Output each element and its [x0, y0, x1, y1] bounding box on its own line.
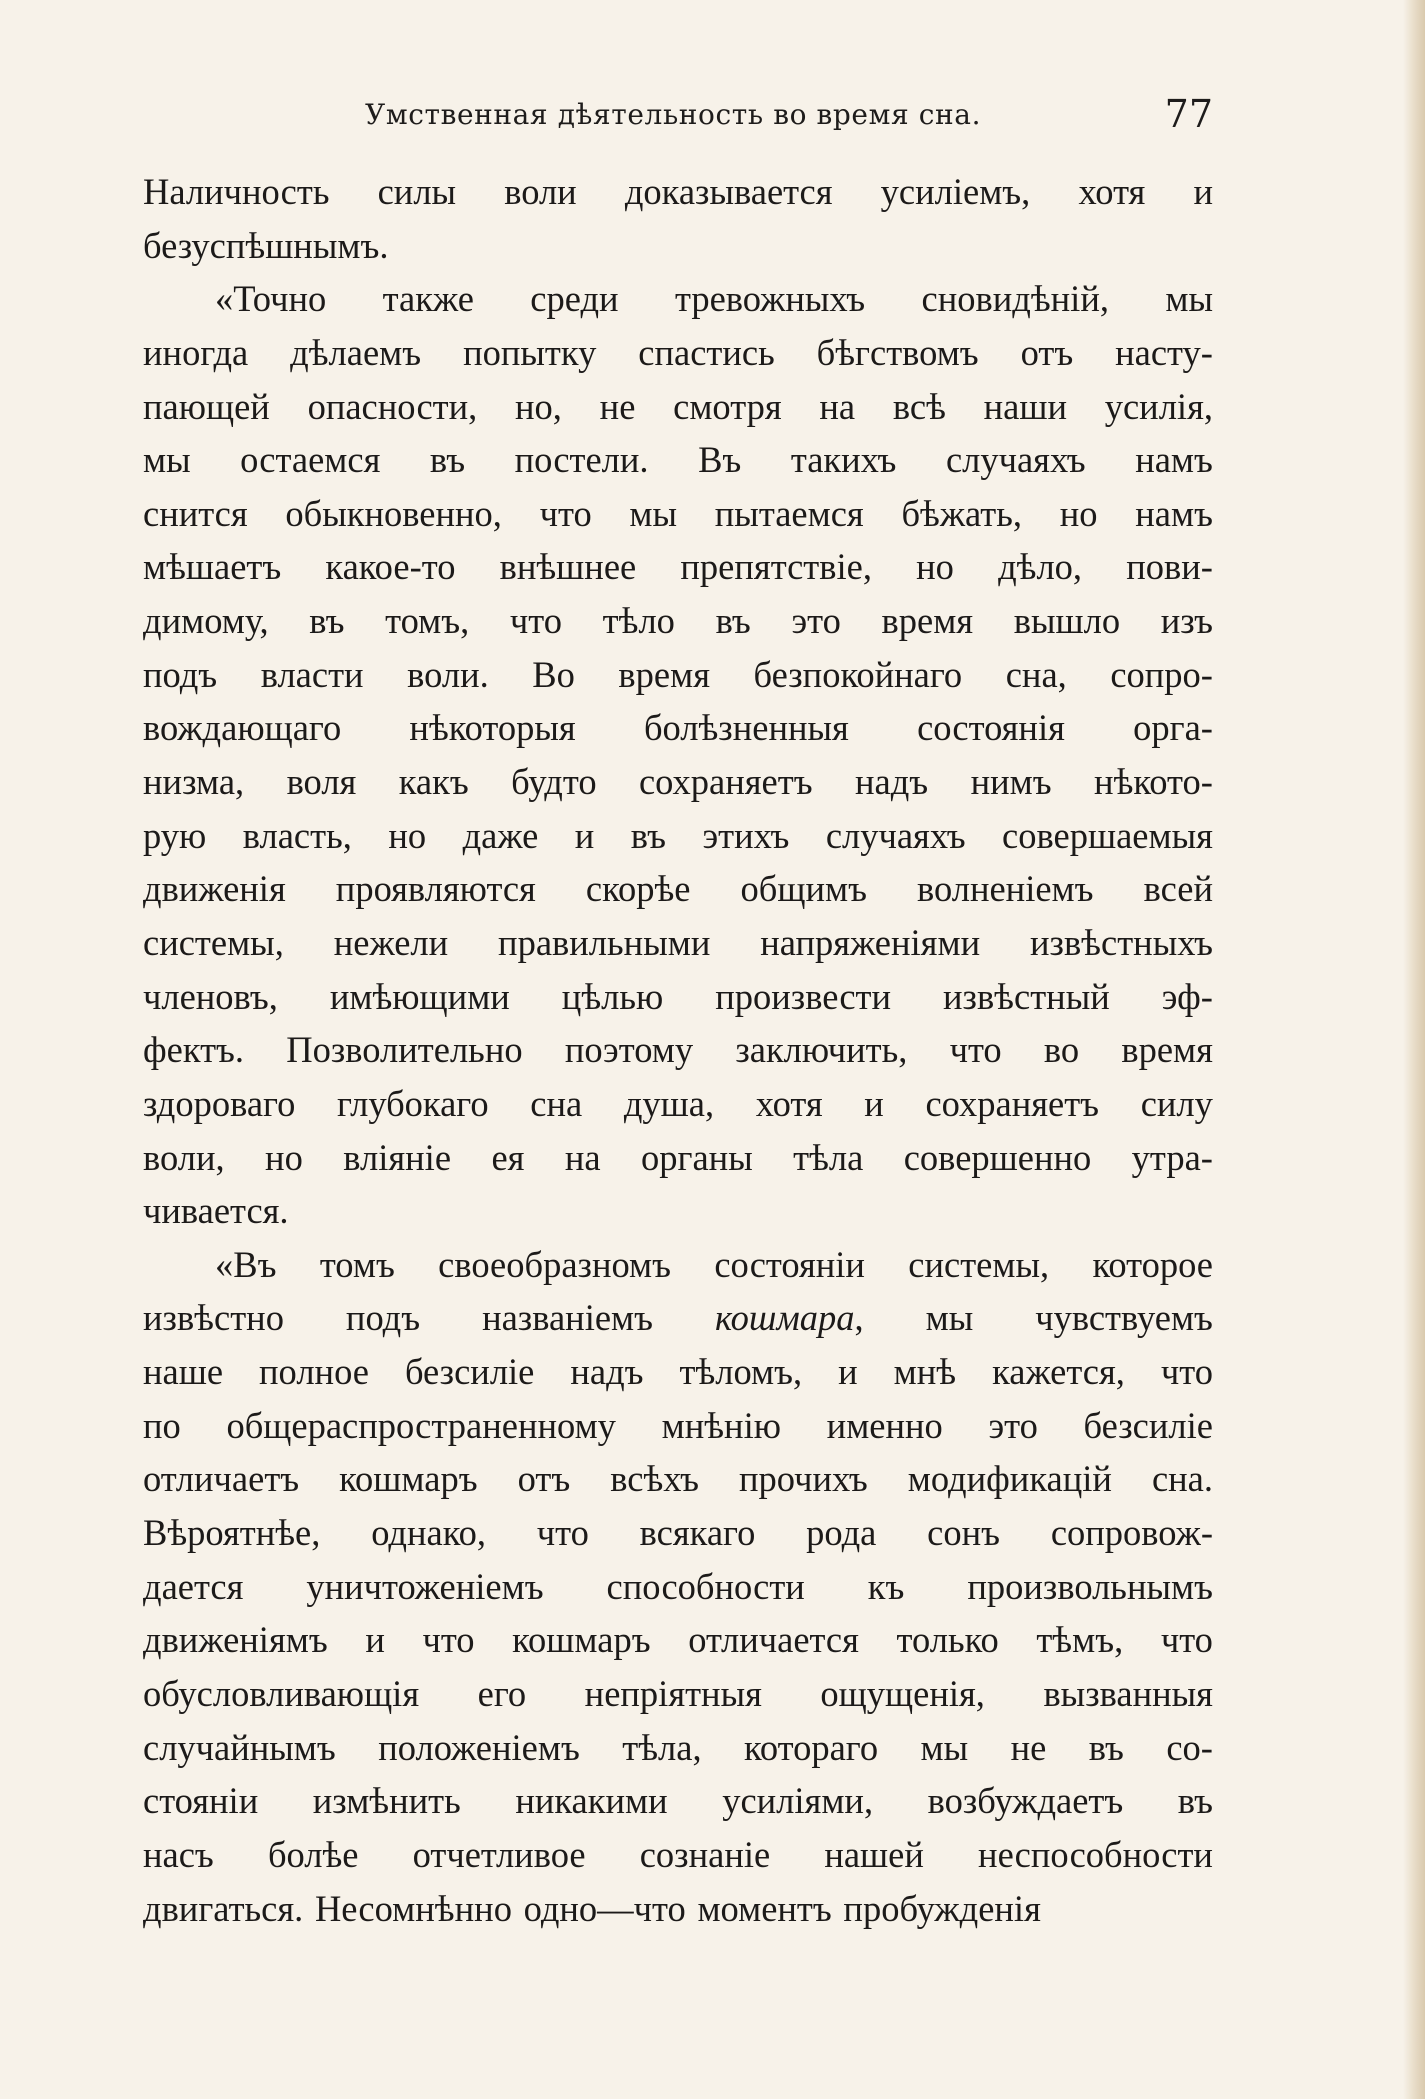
- text-line: низма, воля какъ будто сохраняетъ надъ нимъ нѣкото-: [143, 761, 1213, 803]
- text-line: случайнымъ положеніемъ тѣла, котораго мы не въ со-: [143, 1726, 1213, 1768]
- text-line: стояніи измѣнить никакими усиліями, возбуждаетъ въ: [143, 1780, 1213, 1822]
- text-line: двигаться. Несомнѣнно одно—что моментъ пробужденія: [143, 1887, 1041, 1929]
- text-line: «Точно также среди тревожныхъ сновидѣній, мы: [215, 278, 1213, 320]
- text-line: подъ власти воли. Во время безпокойнаго сна, сопро-: [143, 653, 1213, 695]
- text-line: по общераспространенному мнѣнію именно это безсиліе: [143, 1404, 1213, 1446]
- page-edge-shadow: [1403, 0, 1425, 2099]
- text-line: чивается.: [143, 1190, 289, 1232]
- text-line: снится обыкновенно, что мы пытаемся бѣжать, но намъ: [143, 492, 1213, 534]
- text-line: мы остаемся въ постели. Въ такихъ случаяхъ намъ: [143, 439, 1213, 481]
- text-line: фектъ. Позволительно поэтому заключить, что во время: [143, 1029, 1213, 1071]
- text-line: извѣстно подъ названіемъ кошмара, мы чувствуемъ: [143, 1297, 1213, 1339]
- running-title: Умственная дѣятельность во время сна.: [365, 98, 982, 131]
- text-line: движеніямъ и что кошмаръ отличается только тѣмъ, что: [143, 1619, 1213, 1661]
- text-line: Вѣроятнѣе, однако, что всякаго рода сонъ сопровож-: [143, 1512, 1213, 1554]
- text-line: «Въ томъ своеобразномъ состояніи системы, которое: [215, 1243, 1213, 1285]
- text-line: иногда дѣлаемъ попытку спастись бѣгствомъ отъ насту-: [143, 331, 1213, 373]
- page-number: 77: [1164, 92, 1213, 136]
- text-line: здороваго глубокаго сна душа, хотя и сохраняетъ силу: [143, 1082, 1213, 1124]
- running-head: [143, 88, 1213, 144]
- text-line: обусловливающія его непріятныя ощущенія, вызванныя: [143, 1672, 1213, 1714]
- paragraph: [143, 272, 1213, 1238]
- text-line: членовъ, имѣющими цѣлью произвести извѣстный эф-: [143, 975, 1213, 1017]
- text-line: движенія проявляются скорѣе общимъ волненіемъ всей: [143, 868, 1213, 910]
- text-line: насъ болѣе отчетливое сознаніе нашей неспособности: [143, 1833, 1213, 1875]
- body-text: [143, 165, 1213, 1935]
- text-line: рую власть, но даже и въ этихъ случаяхъ совершаемыя: [143, 814, 1213, 856]
- text-line: мѣшаетъ какое-то внѣшнее препятствіе, но дѣло, пови-: [143, 546, 1213, 588]
- text-line: димому, въ томъ, что тѣло въ это время вышло изъ: [143, 600, 1213, 642]
- text-line: пающей опасности, но, не смотря на всѣ наши усилія,: [143, 385, 1213, 427]
- text-line: воли, но вліяніе ея на органы тѣла совершенно утра-: [143, 1136, 1213, 1178]
- text-line: отличаетъ кошмаръ отъ всѣхъ прочихъ модификацій сна.: [143, 1458, 1213, 1500]
- text-line: наше полное безсиліе надъ тѣломъ, и мнѣ кажется, что: [143, 1351, 1213, 1393]
- text-line: дается уничтоженіемъ способности къ произвольнымъ: [143, 1565, 1213, 1607]
- text-line: системы, нежели правильными напряженіями извѣстныхъ: [143, 921, 1213, 963]
- text-line: безуспѣшнымъ.: [143, 224, 389, 266]
- paragraph: [143, 165, 1213, 272]
- text-line: вождающаго нѣкоторыя болѣзненныя состоянія орга-: [143, 707, 1213, 749]
- text-line: Наличность силы воли доказывается усиліемъ, хотя и: [143, 171, 1213, 212]
- paragraph: [143, 1238, 1213, 1935]
